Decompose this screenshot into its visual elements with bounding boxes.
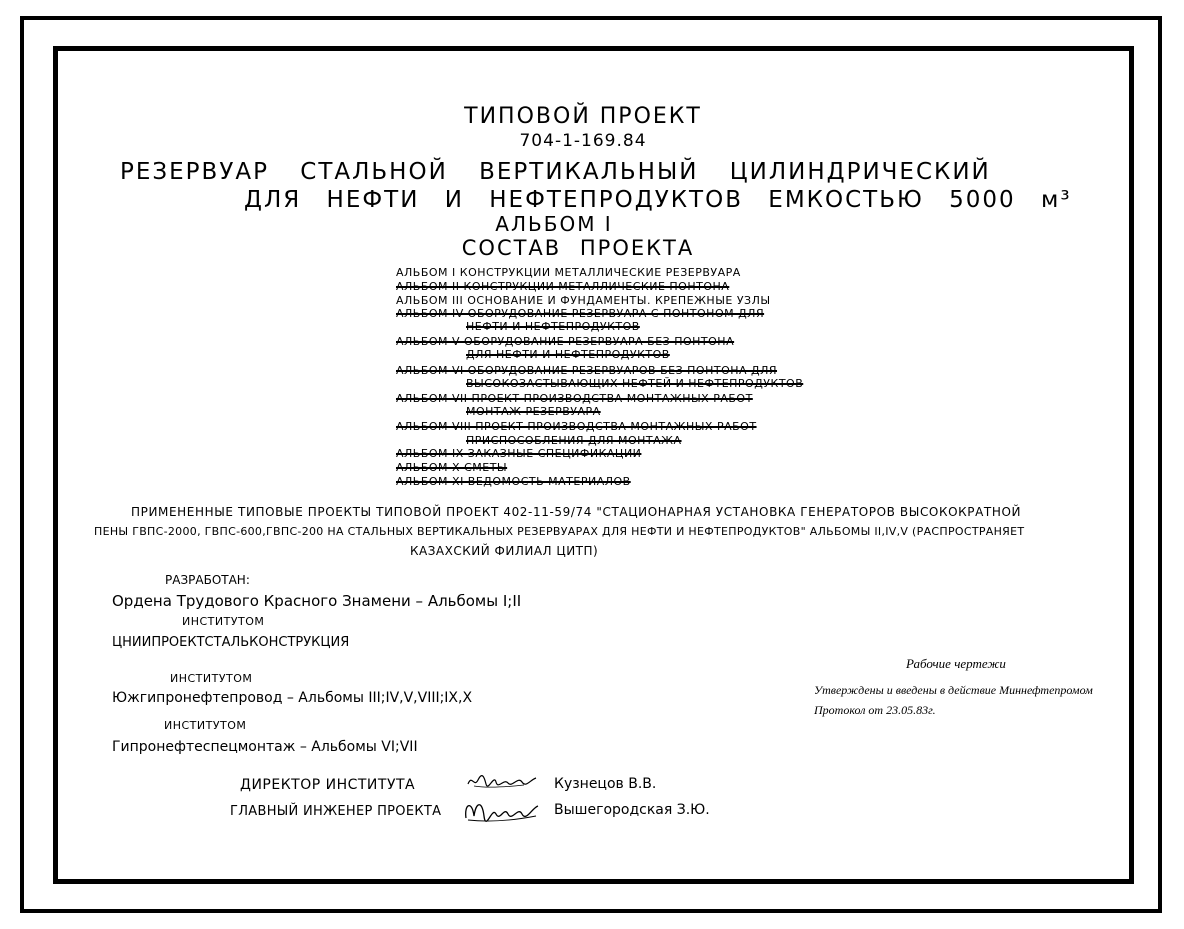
director-name: Кузнецов В.В. xyxy=(554,776,657,792)
applied-projects-line-2: ПЕНЫ ГВПС-2000, ГВПС-600,ГВПС-200 НА СТАЛЬНЫХ ВЕРТИКАЛЬНЫХ РЕЗЕРВУАРАХ ДЛЯ НЕФТИ И НЕФТЕПРОДУКТОВ" АЛЬБОМЫ II,IV,V (РАСПРОСТРАНЯЕТ xyxy=(94,525,1025,538)
institute-label: ИНСТИТУТОМ xyxy=(164,719,247,732)
contents-item: ПРИСПОСОБЛЕНИЯ ДЛЯ МОНТАЖА xyxy=(466,434,682,447)
developed-by-heading: РАЗРАБОТАН: xyxy=(165,573,250,587)
approval-line-1: Рабочие чертежи xyxy=(906,656,1006,671)
contents-item: НЕФТИ И НЕФТЕПРОДУКТОВ xyxy=(466,320,640,333)
contents-item: АЛЬБОМ IX ЗАКАЗНЫЕ СПЕЦИФИКАЦИИ xyxy=(396,447,642,460)
developer-2: ЦНИИПРОЕКТСТАЛЬКОНСТРУКЦИЯ xyxy=(112,635,350,650)
contents-item: МОНТАЖ РЕЗЕРВУАРА xyxy=(466,405,601,418)
approval-line-3: Протокол от 23.05.83г. xyxy=(814,703,936,717)
approval-line-2: Утверждены и введены в действие Миннефтепромом xyxy=(814,683,1093,697)
developer-1: Ордена Трудового Красного Знамени – Альбомы I;II xyxy=(112,592,522,610)
chief-engineer-name: Вышегородская З.Ю. xyxy=(554,802,710,818)
contents-item: АЛЬБОМ V ОБОРУДОВАНИЕ РЕЗЕРВУАРА БЕЗ ПОНТОНА xyxy=(396,335,735,348)
developer-3: Южгипронефтепровод – Альбомы III;IV,V,VIII;IX,X xyxy=(112,690,473,706)
institute-label: ИНСТИТУТОМ xyxy=(170,672,253,685)
contents-item: АЛЬБОМ VIII ПРОЕКТ ПРОИЗВОДСТВА МОНТАЖНЫХ РАБОТ xyxy=(396,420,757,433)
document-title: ТИПОВОЙ ПРОЕКТ xyxy=(464,104,702,129)
project-code: 704-1-169.84 xyxy=(519,131,647,151)
contents-item: АЛЬБОМ II КОНСТРУКЦИИ МЕТАЛЛИЧЕСКИЕ ПОНТОНА xyxy=(396,280,730,293)
developer-4: Гипронефтеспецмонтаж – Альбомы VI;VII xyxy=(112,739,418,755)
contents-item: АЛЬБОМ I КОНСТРУКЦИИ МЕТАЛЛИЧЕСКИЕ РЕЗЕРВУАРА xyxy=(396,266,741,279)
contents-item: АЛЬБОМ IV ОБОРУДОВАНИЕ РЕЗЕРВУАРА С ПОНТОНОМ ДЛЯ xyxy=(396,307,765,320)
contents-title: СОСТАВ ПРОЕКТА xyxy=(461,236,695,260)
institute-label: ИНСТИТУТОМ xyxy=(182,615,265,628)
contents-item: АЛЬБОМ XI ВЕДОМОСТЬ МАТЕРИАЛОВ xyxy=(396,475,631,488)
contents-item: ДЛЯ НЕФТИ И НЕФТЕПРОДУКТОВ xyxy=(466,348,670,361)
director-signature-icon xyxy=(466,770,538,792)
title-line-1: РЕЗЕРВУАР СТАЛЬНОЙ ВЕРТИКАЛЬНЫЙ ЦИЛИНДРИЧЕСКИЙ xyxy=(120,159,991,185)
contents-item: АЛЬБОМ III ОСНОВАНИЕ И ФУНДАМЕНТЫ. КРЕПЕЖНЫЕ УЗЛЫ xyxy=(396,294,771,307)
contents-item: АЛЬБОМ VII ПРОЕКТ ПРОИЗВОДСТВА МОНТАЖНЫХ РАБОТ xyxy=(396,392,753,405)
contents-item: АЛЬБОМ VI ОБОРУДОВАНИЕ РЕЗЕРВУАРОВ БЕЗ ПОНТОНА ДЛЯ xyxy=(396,364,778,377)
contents-item: ВЫСОКОЗАСТЫВАЮЩИХ НЕФТЕЙ И НЕФТЕПРОДУКТОВ xyxy=(466,377,804,390)
contents-item: АЛЬБОМ X СМЕТЫ xyxy=(396,461,508,474)
chief-engineer-signature-icon xyxy=(462,796,542,824)
applied-projects-line-3: КАЗАХСКИЙ ФИЛИАЛ ЦИТП) xyxy=(410,544,599,558)
chief-engineer-role: ГЛАВНЫЙ ИНЖЕНЕР ПРОЕКТА xyxy=(230,804,442,819)
applied-projects-line-1: ПРИМЕНЕННЫЕ ТИПОВЫЕ ПРОЕКТЫ ТИПОВОЙ ПРОЕКТ 402-11-59/74 "СТАЦИОНАРНАЯ УСТАНОВКА ГЕНЕРАТОРОВ ВЫСОКОКРАТНОЙ xyxy=(131,505,1022,519)
director-role: ДИРЕКТОР ИНСТИТУТА xyxy=(240,777,416,793)
title-line-2: ДЛЯ НЕФТИ И НЕФТЕПРОДУКТОВ ЕМКОСТЬЮ 5000 м³ xyxy=(244,187,1072,213)
album-title: АЛЬБОМ I xyxy=(495,212,613,236)
